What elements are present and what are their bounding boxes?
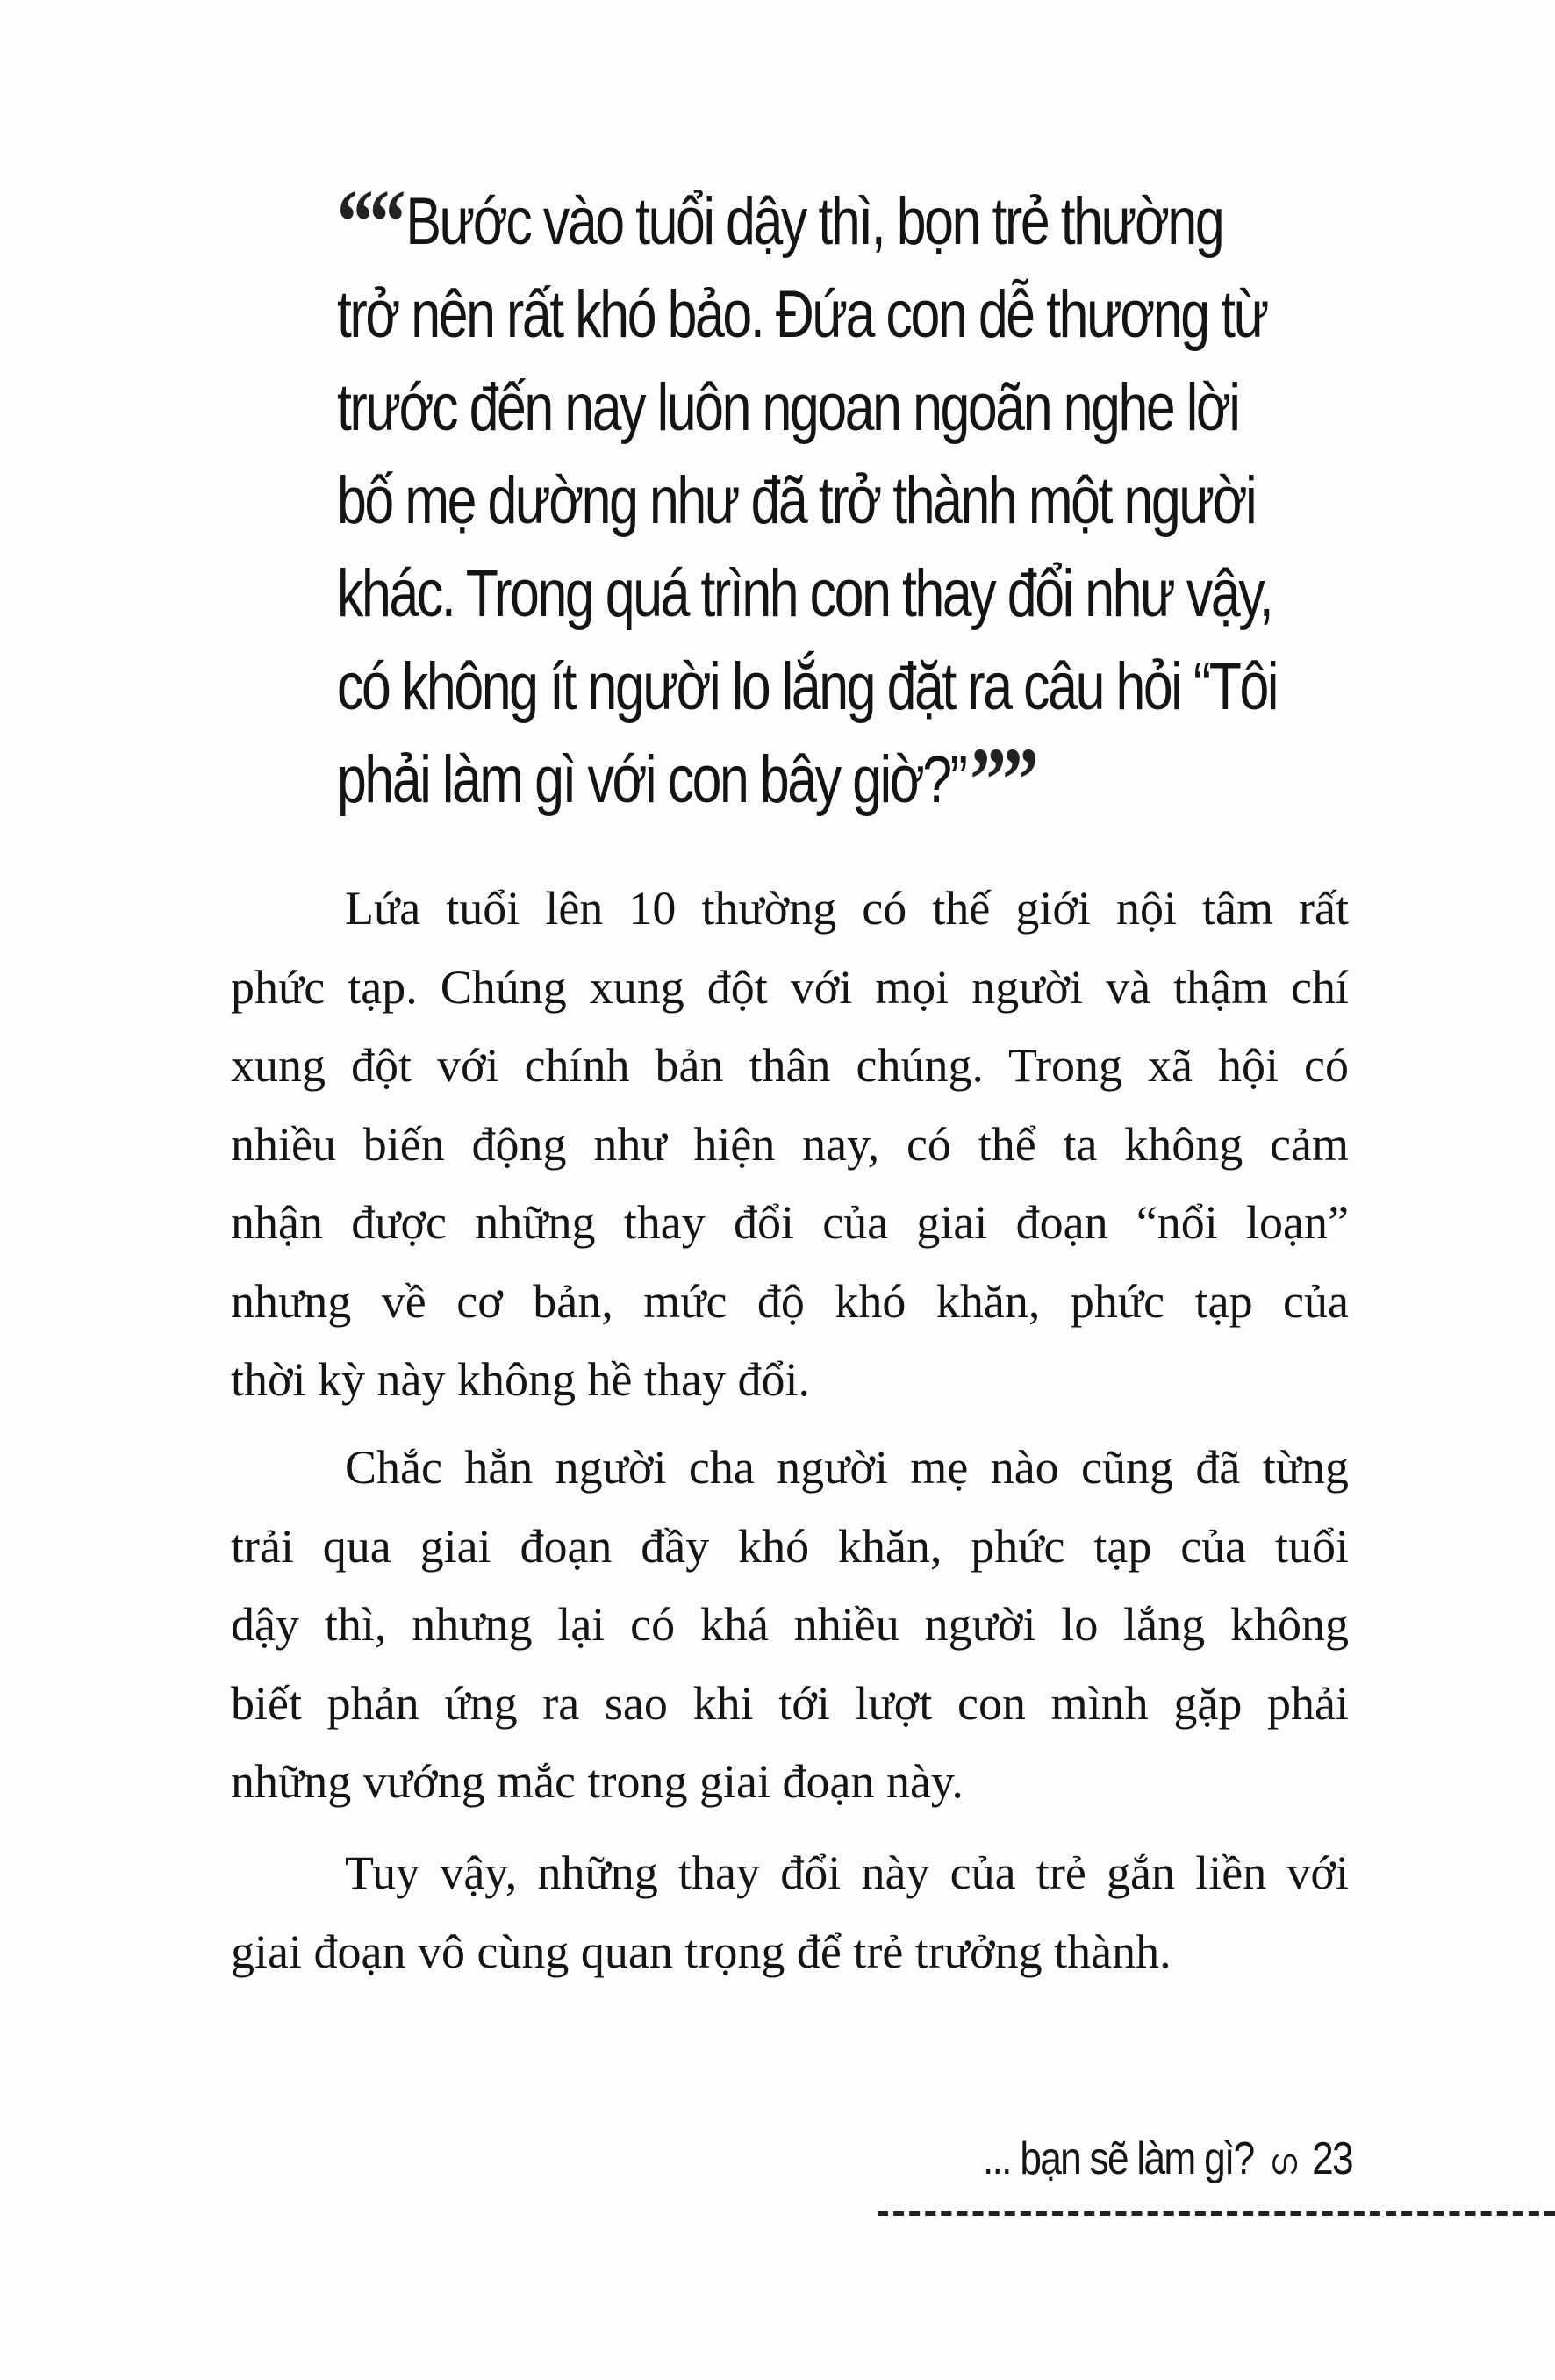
footer-dashed-rule xyxy=(878,2211,1555,2216)
paragraph-2 xyxy=(231,1429,1349,1822)
quote-line-first xyxy=(337,171,1223,272)
body-line: những vướng mắc trong giai đoạn này. xyxy=(231,1755,964,1808)
body-line: nhiều biến động như hiện nay, có thể ta không cảm xyxy=(231,1117,1349,1171)
close-quote-mark: ”” xyxy=(970,729,1035,830)
ornament-icon: ഗ xyxy=(1270,2143,1296,2182)
paragraph-3 xyxy=(231,1834,1349,1991)
body-line: nhận được những thay đổi của giai đoạn “nổi loạn” xyxy=(231,1196,1349,1249)
quote-line: Bước vào tuổi dậy thì, bọn trẻ thường xyxy=(405,184,1223,259)
body-line: Tuy vậy, những thay đổi này của trẻ gắn liền với xyxy=(345,1846,1349,1899)
page-footer xyxy=(983,2133,1352,2185)
quote-line: bố mẹ dường như đã trở thành một người xyxy=(337,463,1256,538)
quote-line: có không ít người lo lắng đặt ra câu hỏi “Tôi xyxy=(337,649,1278,724)
body-line: phức tạp. Chúng xung đột với mọi người và thậm chí xyxy=(231,960,1349,1014)
pull-quote xyxy=(337,171,1302,830)
quote-line-last xyxy=(337,729,1109,830)
body-line: giai đoạn vô cùng quan trọng để trẻ trưởng thành. xyxy=(231,1925,1172,1978)
page-number: 23 xyxy=(1312,2133,1352,2184)
body-line: Chắc hẳn người cha người mẹ nào cũng đã từng xyxy=(345,1441,1349,1494)
running-title: ... bạn sẽ làm gì? xyxy=(983,2133,1254,2184)
paragraph-1 xyxy=(231,870,1349,1420)
open-quote-mark: ““ xyxy=(337,171,402,272)
body-line: biết phản ứng ra sao khi tới lượt con mình gặp phải xyxy=(231,1676,1349,1730)
body-line: dậy thì, nhưng lại có khá nhiều người lo lắng không xyxy=(231,1598,1349,1651)
quote-line: phải làm gì với con bây giờ?” xyxy=(337,742,966,817)
body-line: Lứa tuổi lên 10 thường có thế giới nội tâm rất xyxy=(345,882,1349,935)
quote-line: trước đến nay luôn ngoan ngoãn nghe lời xyxy=(337,370,1239,445)
body-line: nhưng về cơ bản, mức độ khó khăn, phức tạp của xyxy=(231,1274,1349,1328)
body-line: trải qua giai đoạn đầy khó khăn, phức tạp của tuổi xyxy=(231,1519,1349,1573)
body-line: xung đột với chính bản thân chúng. Trong xã hội có xyxy=(231,1039,1349,1092)
quote-line: khác. Trong quá trình con thay đổi như vậy, xyxy=(337,556,1272,631)
quote-line: trở nên rất khó bảo. Đứa con dễ thương từ xyxy=(337,277,1267,352)
body-line: thời kỳ này không hề thay đổi. xyxy=(231,1353,810,1406)
